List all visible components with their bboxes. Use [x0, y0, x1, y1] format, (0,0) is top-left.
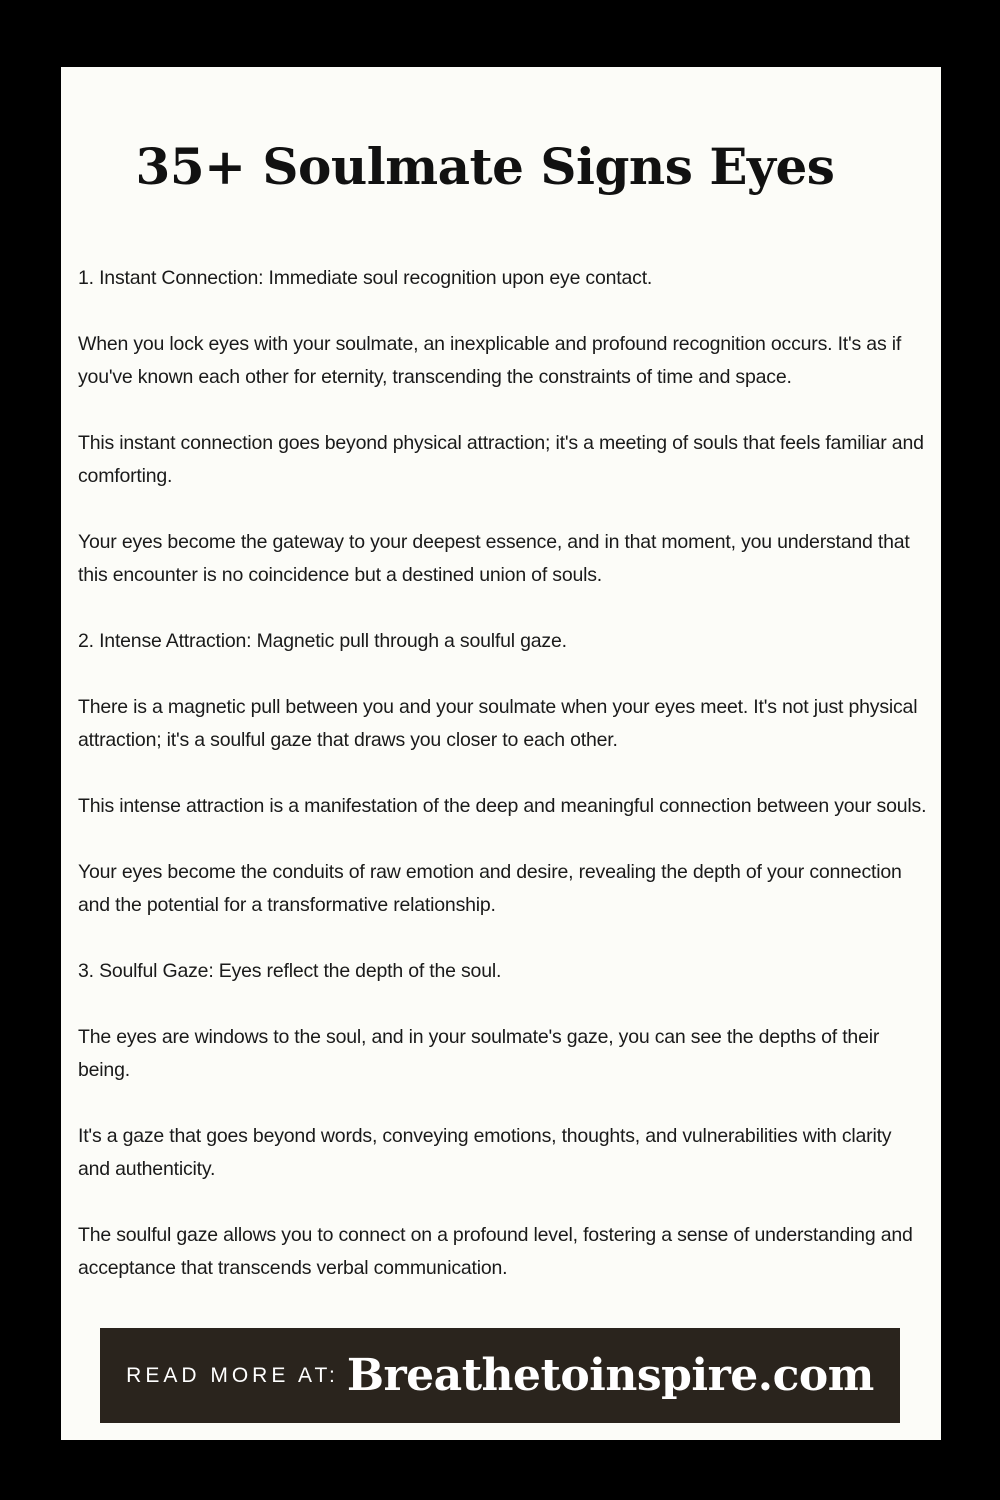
section-heading-2: 2. Intense Attraction: Magnetic pull through a soulful gaze.: [78, 630, 567, 652]
paragraph: The soulful gaze allows you to connect on a profound level, fostering a sense of understanding and acceptance that transcends verbal communication.: [78, 1224, 913, 1279]
paragraph: The eyes are windows to the soul, and in your soulmate's gaze, you can see the depths of their being.: [78, 1026, 880, 1081]
article-card: [61, 67, 941, 1440]
article-body: [78, 262, 928, 1318]
paragraph: Your eyes become the conduits of raw emotion and desire, revealing the depth of your connection and the potential for a transformative relationship.: [78, 861, 902, 916]
section-heading-3: 3. Soulful Gaze: Eyes reflect the depth of the soul.: [78, 960, 502, 982]
paragraph: It's a gaze that goes beyond words, conveying emotions, thoughts, and vulnerabilities with clarity and authenticity.: [78, 1125, 892, 1180]
paragraph: This instant connection goes beyond physical attraction; it's a meeting of souls that feels familiar and comforting.: [78, 432, 924, 487]
paragraph: This intense attraction is a manifestation of the deep and meaningful connection between your souls.: [78, 795, 927, 817]
read-more-label: READ MORE AT:: [126, 1363, 339, 1387]
read-more-banner[interactable]: [100, 1328, 900, 1423]
paragraph: When you lock eyes with your soulmate, an inexplicable and profound recognition occurs. It's as if you've known each other for eternity, transcending the constraints of time and space.: [78, 333, 902, 388]
page-title: 35+ Soulmate Signs Eyes: [135, 137, 835, 196]
paragraph: There is a magnetic pull between you and your soulmate when your eyes meet. It's not just physical attraction; it's a soulful gaze that draws you closer to each other.: [78, 696, 918, 751]
site-link[interactable]: Breathetoinspire.com: [346, 1350, 874, 1401]
paragraph: Your eyes become the gateway to your deepest essence, and in that moment, you understand that this encounter is no coincidence but a destined union of souls.: [78, 531, 910, 586]
section-heading-1: 1. Instant Connection: Immediate soul recognition upon eye contact.: [78, 267, 653, 289]
